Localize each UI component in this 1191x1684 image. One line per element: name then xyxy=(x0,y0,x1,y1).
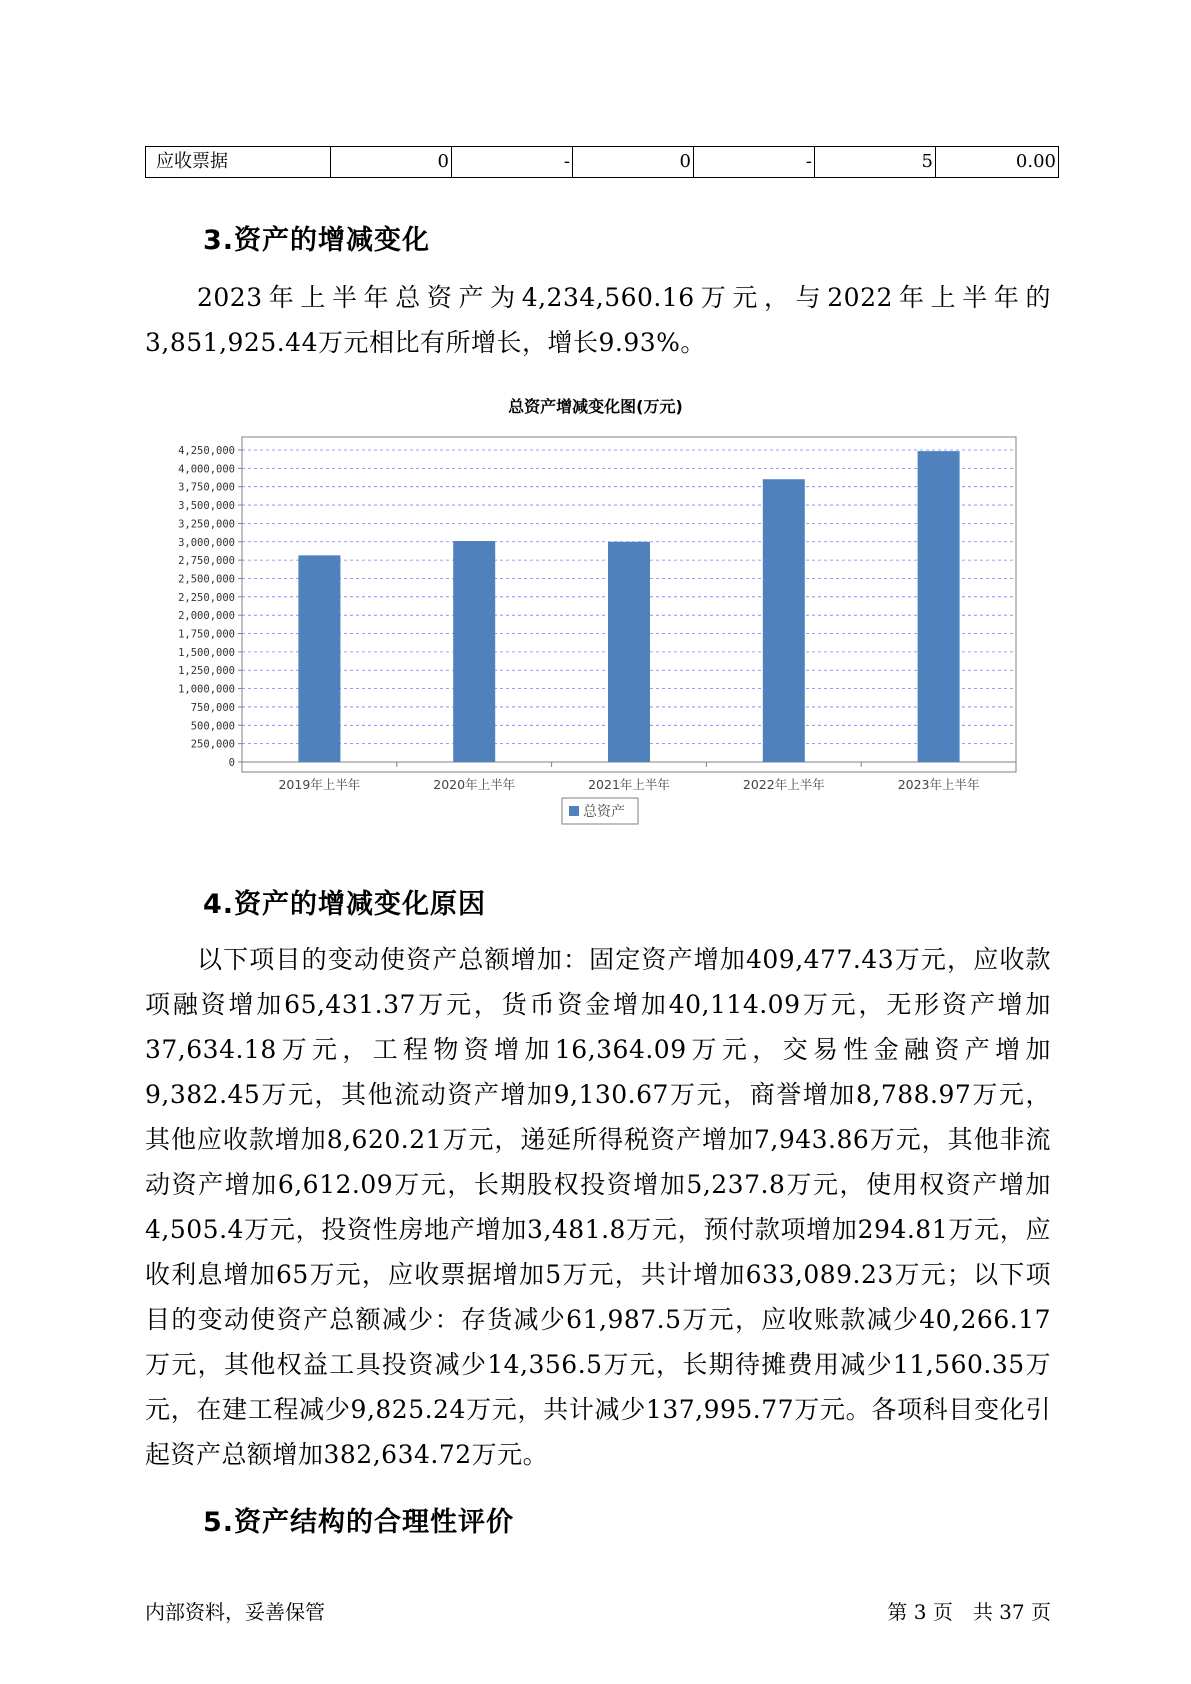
x-category-label: 2023年上半年 xyxy=(897,777,980,792)
bar xyxy=(763,479,805,762)
section-heading-5: 5.资产结构的合理性评价 xyxy=(203,1507,515,1538)
x-axis-labels xyxy=(278,762,979,792)
y-tick-label: 250,000 xyxy=(190,738,235,751)
y-tick-label: 0 xyxy=(228,757,235,769)
x-category-label: 2019年上半年 xyxy=(278,777,361,792)
section-paragraph-3: 2023年上半年总资产为4,234,560.16万元，与2022年上半年的3,851,925.44万元相比有所增长，增长9.93%。 xyxy=(145,283,1051,357)
y-tick-label: 3,250,000 xyxy=(178,518,235,531)
chart-title: 总资产增减变化图(万元) xyxy=(508,397,683,416)
receivables-table xyxy=(145,146,1059,178)
x-category-label: 2022年上半年 xyxy=(742,777,825,792)
y-tick-label: 2,000,000 xyxy=(178,610,235,623)
y-tick-label: 3,000,000 xyxy=(178,536,235,549)
y-tick-label: 500,000 xyxy=(190,720,235,733)
table-cell: - xyxy=(452,147,573,178)
bar xyxy=(298,555,340,762)
table-cell: - xyxy=(694,147,815,178)
y-tick-label: 3,500,000 xyxy=(178,500,235,513)
bar xyxy=(918,451,960,762)
y-tick-label: 2,750,000 xyxy=(178,555,235,568)
section-paragraph-4: 以下项目的变动使资产总额增加：固定资产增加409,477.43万元，应收款项融资增加65,431.37万元，货币资金增加40,114.09万元，无形资产增加37,634.18万元，工程物资增加16,364.09万元，交易性金融资产增加9,382.45万元，其他流动资产增加9,130.67万元，商誉增加8,788.97万元，其他应收款增加8,620.21万元，递延所得税资产增加7,943.86万元，其他非流动资产增加6,612.09万元，长期股权投资增加5,237.8万元，使用权资产增加4,505.4万元，投资性房地产增加3,481.8万元，预付款项增加294.81万元，应收利息增加65万元，应收票据增加5万元，共计增加633,089.23万元；以下项目的变动使资产总额减少：存货减少61,987.5万元，应收账款减少40,266.17万元，其他权益工具投资减少14,356.5万元，长期待摊费用减少11,560.35万元，在建工程减少9,825.24万元，共计减少137,995.77万元。各项科目变化引起资产总额增加382,634.72万元。 xyxy=(145,945,1051,1469)
y-tick-label: 2,500,000 xyxy=(178,573,235,586)
table-cell: 5 xyxy=(815,147,936,178)
y-tick-label: 4,250,000 xyxy=(178,445,235,457)
section-heading-3: 3.资产的增减变化 xyxy=(203,225,431,256)
legend-swatch xyxy=(569,806,579,816)
table-cell: 0 xyxy=(573,147,694,178)
x-category-label: 2020年上半年 xyxy=(433,777,516,792)
y-axis-ticks xyxy=(178,445,242,769)
y-tick-label: 1,750,000 xyxy=(178,628,235,641)
y-tick-label: 2,250,000 xyxy=(178,591,235,604)
y-tick-label: 4,000,000 xyxy=(178,463,235,476)
x-category-label: 2021年上半年 xyxy=(588,777,670,792)
table-row xyxy=(146,147,1059,178)
bar xyxy=(453,541,495,762)
total-assets-bar-chart xyxy=(160,432,1030,842)
footer-page-number: 第 3 页 共 37 页 xyxy=(887,1600,1051,1624)
y-tick-label: 1,000,000 xyxy=(178,683,235,696)
chart-legend xyxy=(562,798,638,824)
row-label: 应收票据 xyxy=(146,147,331,178)
section-heading-4: 4.资产的增减变化原因 xyxy=(203,889,487,920)
y-tick-label: 1,500,000 xyxy=(178,646,235,659)
chart-bars xyxy=(298,451,959,762)
table-cell: 0 xyxy=(331,147,452,178)
y-tick-label: 750,000 xyxy=(190,701,235,714)
bar xyxy=(608,542,650,762)
footer-confidential: 内部资料，妥善保管 xyxy=(145,1600,325,1624)
legend-label: 总资产 xyxy=(583,804,625,820)
y-tick-label: 1,250,000 xyxy=(178,665,235,678)
table-cell: 0.00 xyxy=(936,147,1059,178)
y-tick-label: 3,750,000 xyxy=(178,481,235,494)
